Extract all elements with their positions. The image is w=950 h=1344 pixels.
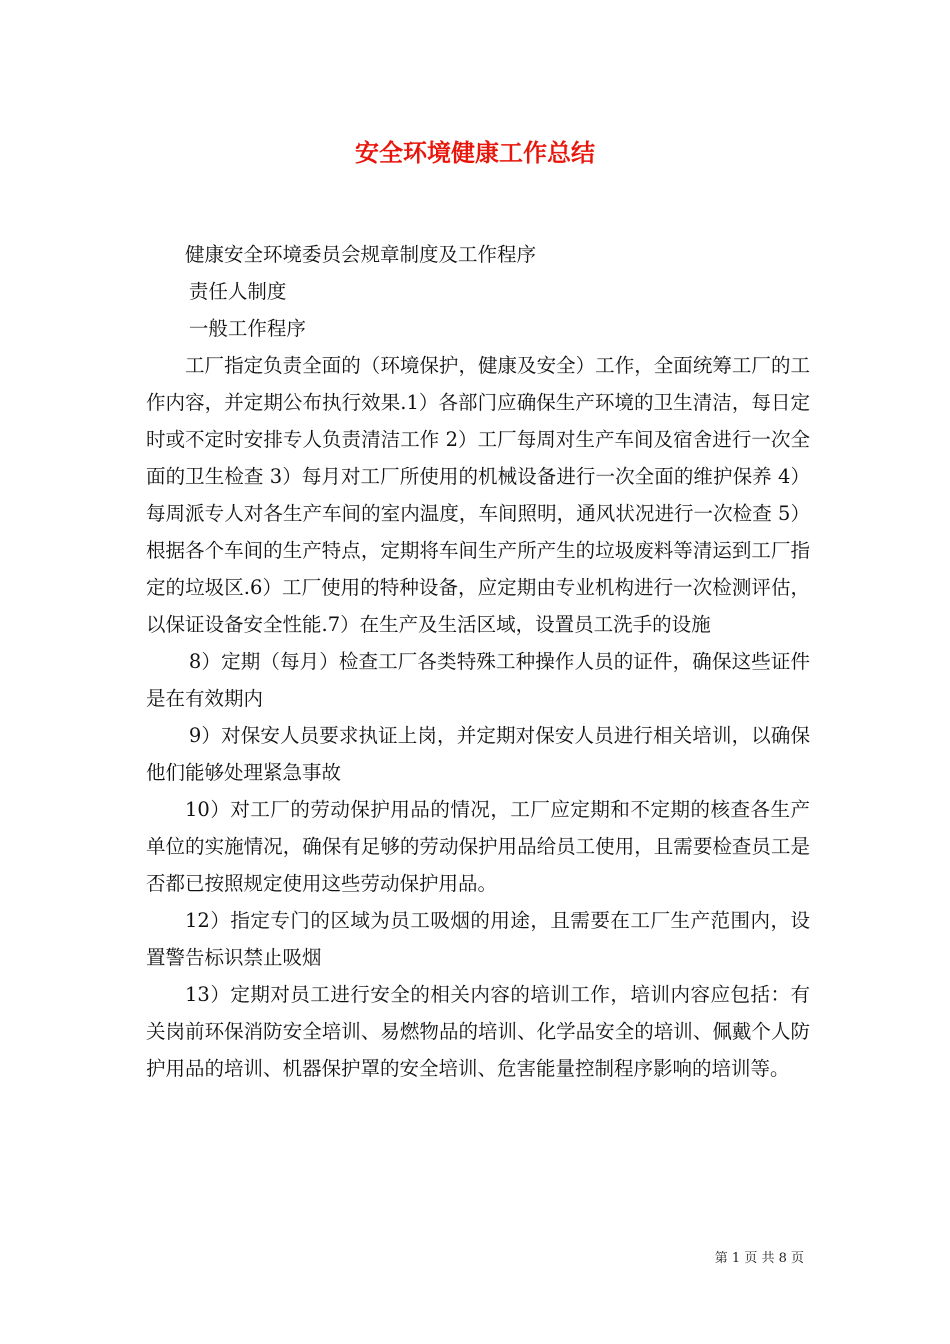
paragraph-item-10: 10）对工厂的劳动保护用品的情况，工厂应定期和不定期的核查各生产单位的实施情况，确保有足够的劳动保护用品给员工使用，且需要检查员工是否都已按照规定使用这些劳动保护用品。 [146,798,810,895]
paragraph-item-9: 9）对保安人员要求执证上岗，并定期对保安人员进行相关培训，以确保他们能够处理紧急事故 [146,724,810,784]
page-number: 第 1 页 共 8 页 [714,1251,804,1266]
document-body [146,236,810,1087]
paragraph-item-12: 12）指定专门的区域为员工吸烟的用途，且需要在工厂生产范围内，设置警告标识禁止吸烟 [146,909,810,969]
paragraph-procedure: 一般工作程序 [188,317,306,340]
paragraph-item-13: 13）定期对员工进行安全的相关内容的培训工作，培训内容应包括：有关岗前环保消防安全培训、易燃物品的培训、化学品安全的培训、佩戴个人防护用品的培训、机器保护罩的安全培训、危害能量控制程序影响的培训等。 [146,983,810,1080]
paragraph-main: 工厂指定负责全面的（环境保护，健康及安全）工作，全面统筹工厂的工作内容，并定期公布执行效果.1）各部门应确保生产环境的卫生清洁，每日定时或不定时安排专人负责清洁工作 2）工厂每周对生产车间及宿舍进行一次全面的卫生检查 3）每月对工厂所使用的机械设备进行一次全面的维护保养 4）每周派专人对各生产车间的室内温度，车间照明，通风状况进行一次检查 5）根据各个车间的生产特点，定期将车间生产所产生的垃圾废料等清运到工厂指定的垃圾区.6）工厂使用的特种设备，应定期由专业机构进行一次检测评估，以保证设备安全性能.7）在生产及生活区域，设置员工洗手的设施 [146,354,810,636]
paragraph-responsibility: 责任人制度 [188,280,287,303]
paragraph-item-8: 8）定期（每月）检查工厂各类特殊工种操作人员的证件，确保这些证件是在有效期内 [146,650,810,710]
document-title: 安全环境健康工作总结 [355,138,595,167]
paragraph-heading: 健康安全环境委员会规章制度及工作程序 [185,243,537,266]
